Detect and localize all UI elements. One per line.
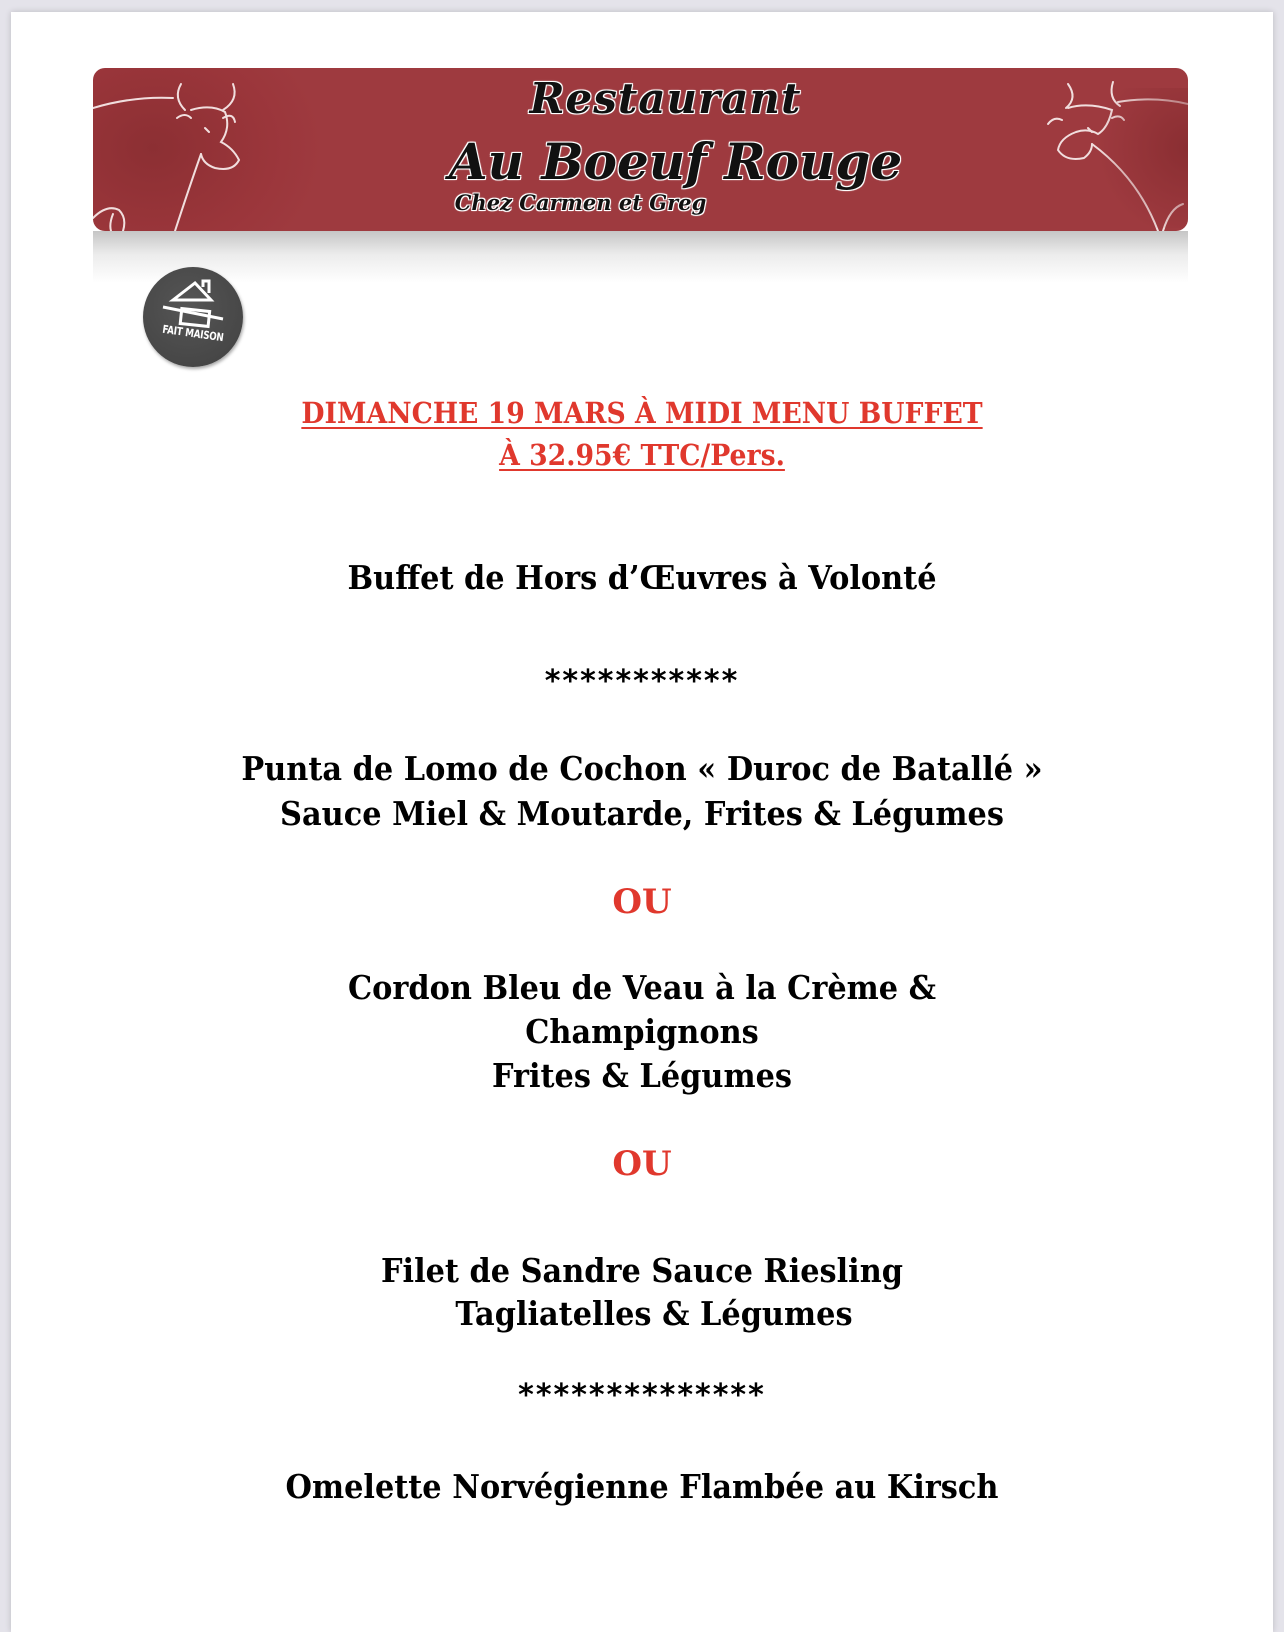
main-option-2-line-1: Cordon Bleu de Veau à la Crème & bbox=[347, 968, 937, 1007]
banner-reflection bbox=[93, 231, 1188, 283]
dessert-dish: Omelette Norvégienne Flambée au Kirsch bbox=[285, 1467, 999, 1506]
house-icon bbox=[143, 267, 243, 367]
separator-2: ************** bbox=[518, 1378, 766, 1413]
separator-1: *********** bbox=[544, 664, 740, 699]
logo-restaurant-name: Au Boeuf Rouge bbox=[448, 132, 903, 191]
badge-label: FAIT MAISON bbox=[161, 322, 225, 345]
logo-restaurant-word: Restaurant bbox=[529, 74, 802, 123]
logo-tagline: Chez Carmen et Greg bbox=[454, 190, 707, 215]
announcement-line-1: DIMANCHE 19 MARS À MIDI MENU BUFFET bbox=[301, 396, 983, 430]
main-option-2-line-2: Champignons bbox=[525, 1012, 759, 1051]
main-option-1-line-1: Punta de Lomo de Cochon « Duroc de Batallé » bbox=[241, 749, 1043, 788]
main-option-1-line-2: Sauce Miel & Moutarde, Frites & Légumes bbox=[280, 794, 1004, 833]
or-label-1: OU bbox=[612, 882, 672, 922]
main-option-2-line-3: Frites & Légumes bbox=[491, 1056, 793, 1095]
menu-page bbox=[11, 12, 1273, 1632]
fait-maison-badge bbox=[143, 267, 243, 367]
main-option-3-line-1: Filet de Sandre Sauce Riesling bbox=[380, 1251, 904, 1290]
announcement-line-2: À 32.95€ TTC/Pers. bbox=[499, 438, 785, 472]
restaurant-banner bbox=[93, 68, 1188, 231]
main-option-3-line-2: Tagliatelles & Légumes bbox=[455, 1294, 853, 1333]
starter-dish: Buffet de Hors d’Œuvres à Volonté bbox=[347, 558, 937, 597]
or-label-2: OU bbox=[612, 1144, 672, 1184]
